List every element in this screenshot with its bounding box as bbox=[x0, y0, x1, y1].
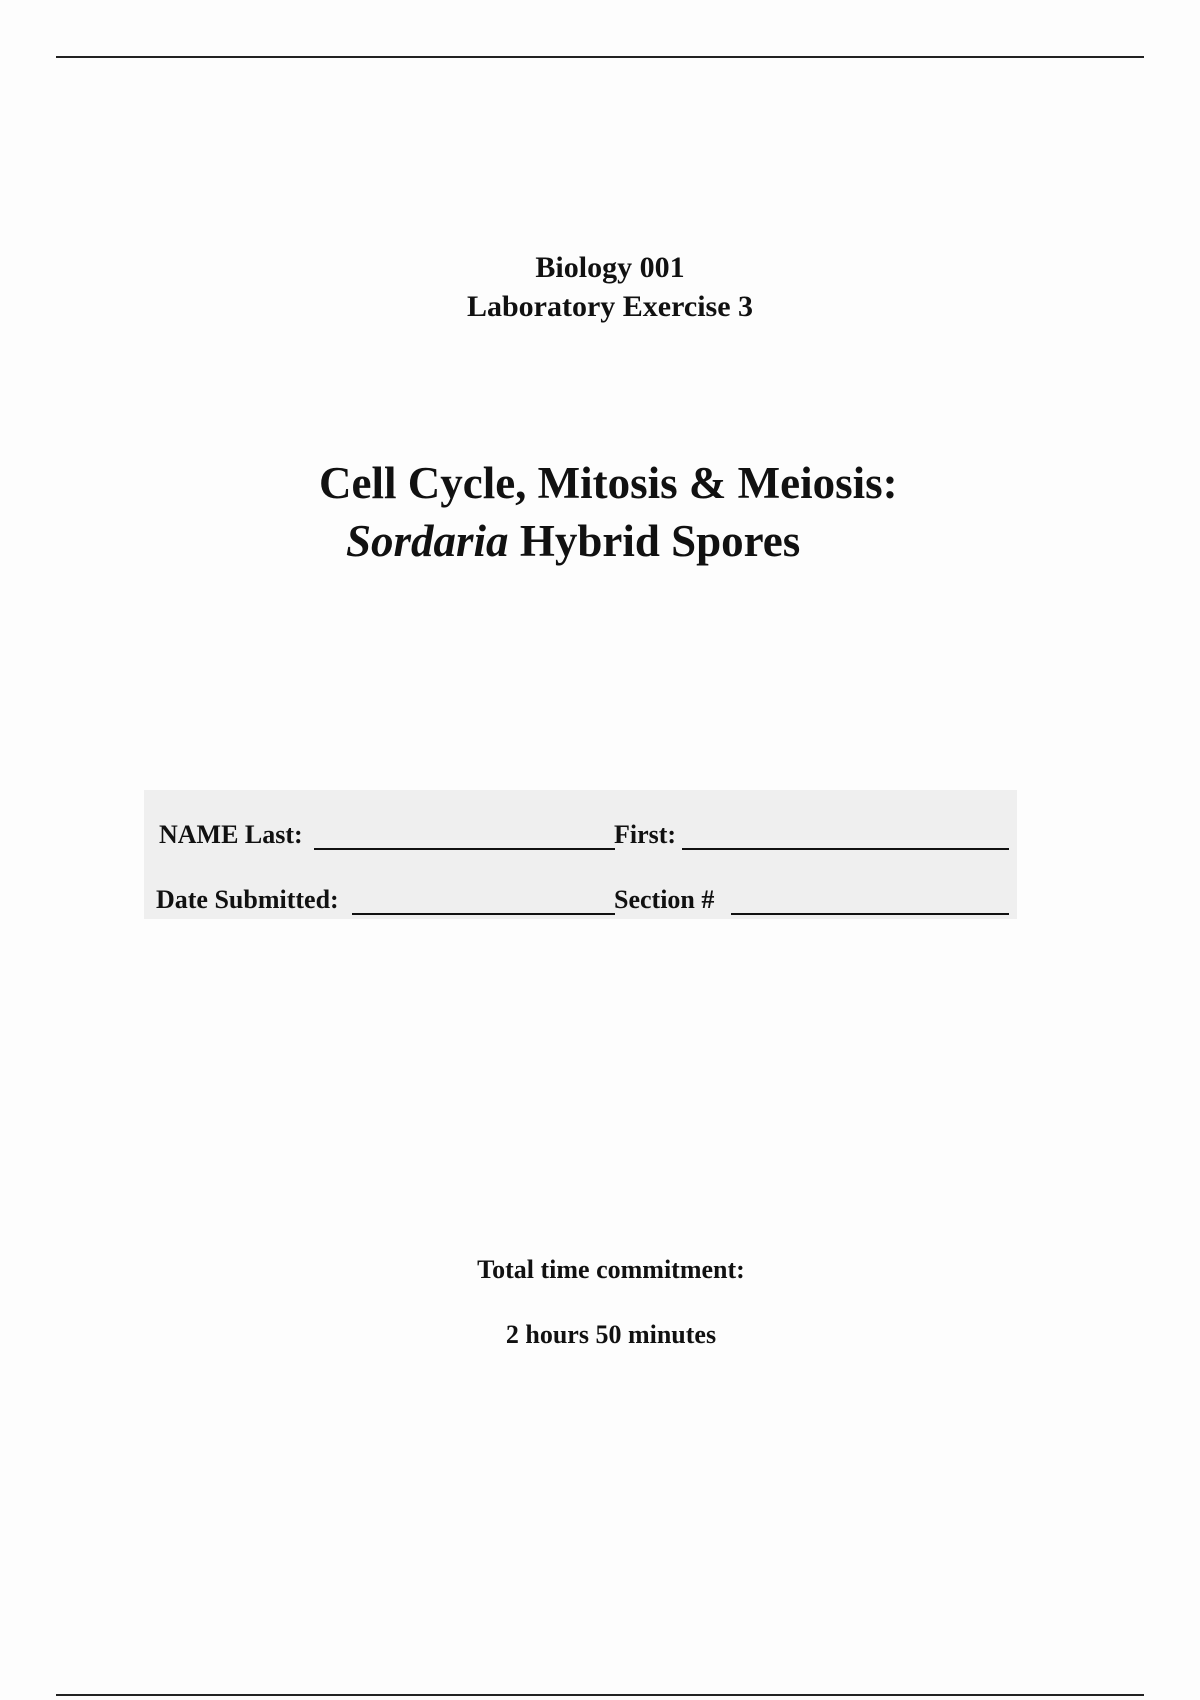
last-name-field[interactable] bbox=[314, 848, 615, 850]
date-submitted-label: Date Submitted: bbox=[156, 885, 339, 914]
bottom-rule bbox=[56, 1694, 1144, 1696]
time-commitment-label: Total time commitment: bbox=[477, 1255, 745, 1284]
document-title-line-2 bbox=[346, 513, 800, 569]
time-commitment-value: 2 hours 50 minutes bbox=[505, 1320, 717, 1349]
section-number-field[interactable] bbox=[731, 913, 1009, 915]
title-subject: Hybrid Spores bbox=[519, 516, 801, 566]
section-number-label: Section # bbox=[614, 885, 715, 914]
exercise-number: Laboratory Exercise 3 bbox=[466, 290, 754, 323]
top-rule bbox=[56, 56, 1144, 58]
course-name: Biology 001 bbox=[535, 251, 685, 284]
document-title-line-1: Cell Cycle, Mitosis & Meiosis: bbox=[319, 458, 898, 508]
date-submitted-field[interactable] bbox=[352, 913, 615, 915]
last-name-label: NAME Last: bbox=[159, 820, 303, 849]
species-name: Sordaria bbox=[346, 516, 509, 566]
first-name-field[interactable] bbox=[682, 848, 1009, 850]
first-name-label: First: bbox=[614, 820, 677, 849]
